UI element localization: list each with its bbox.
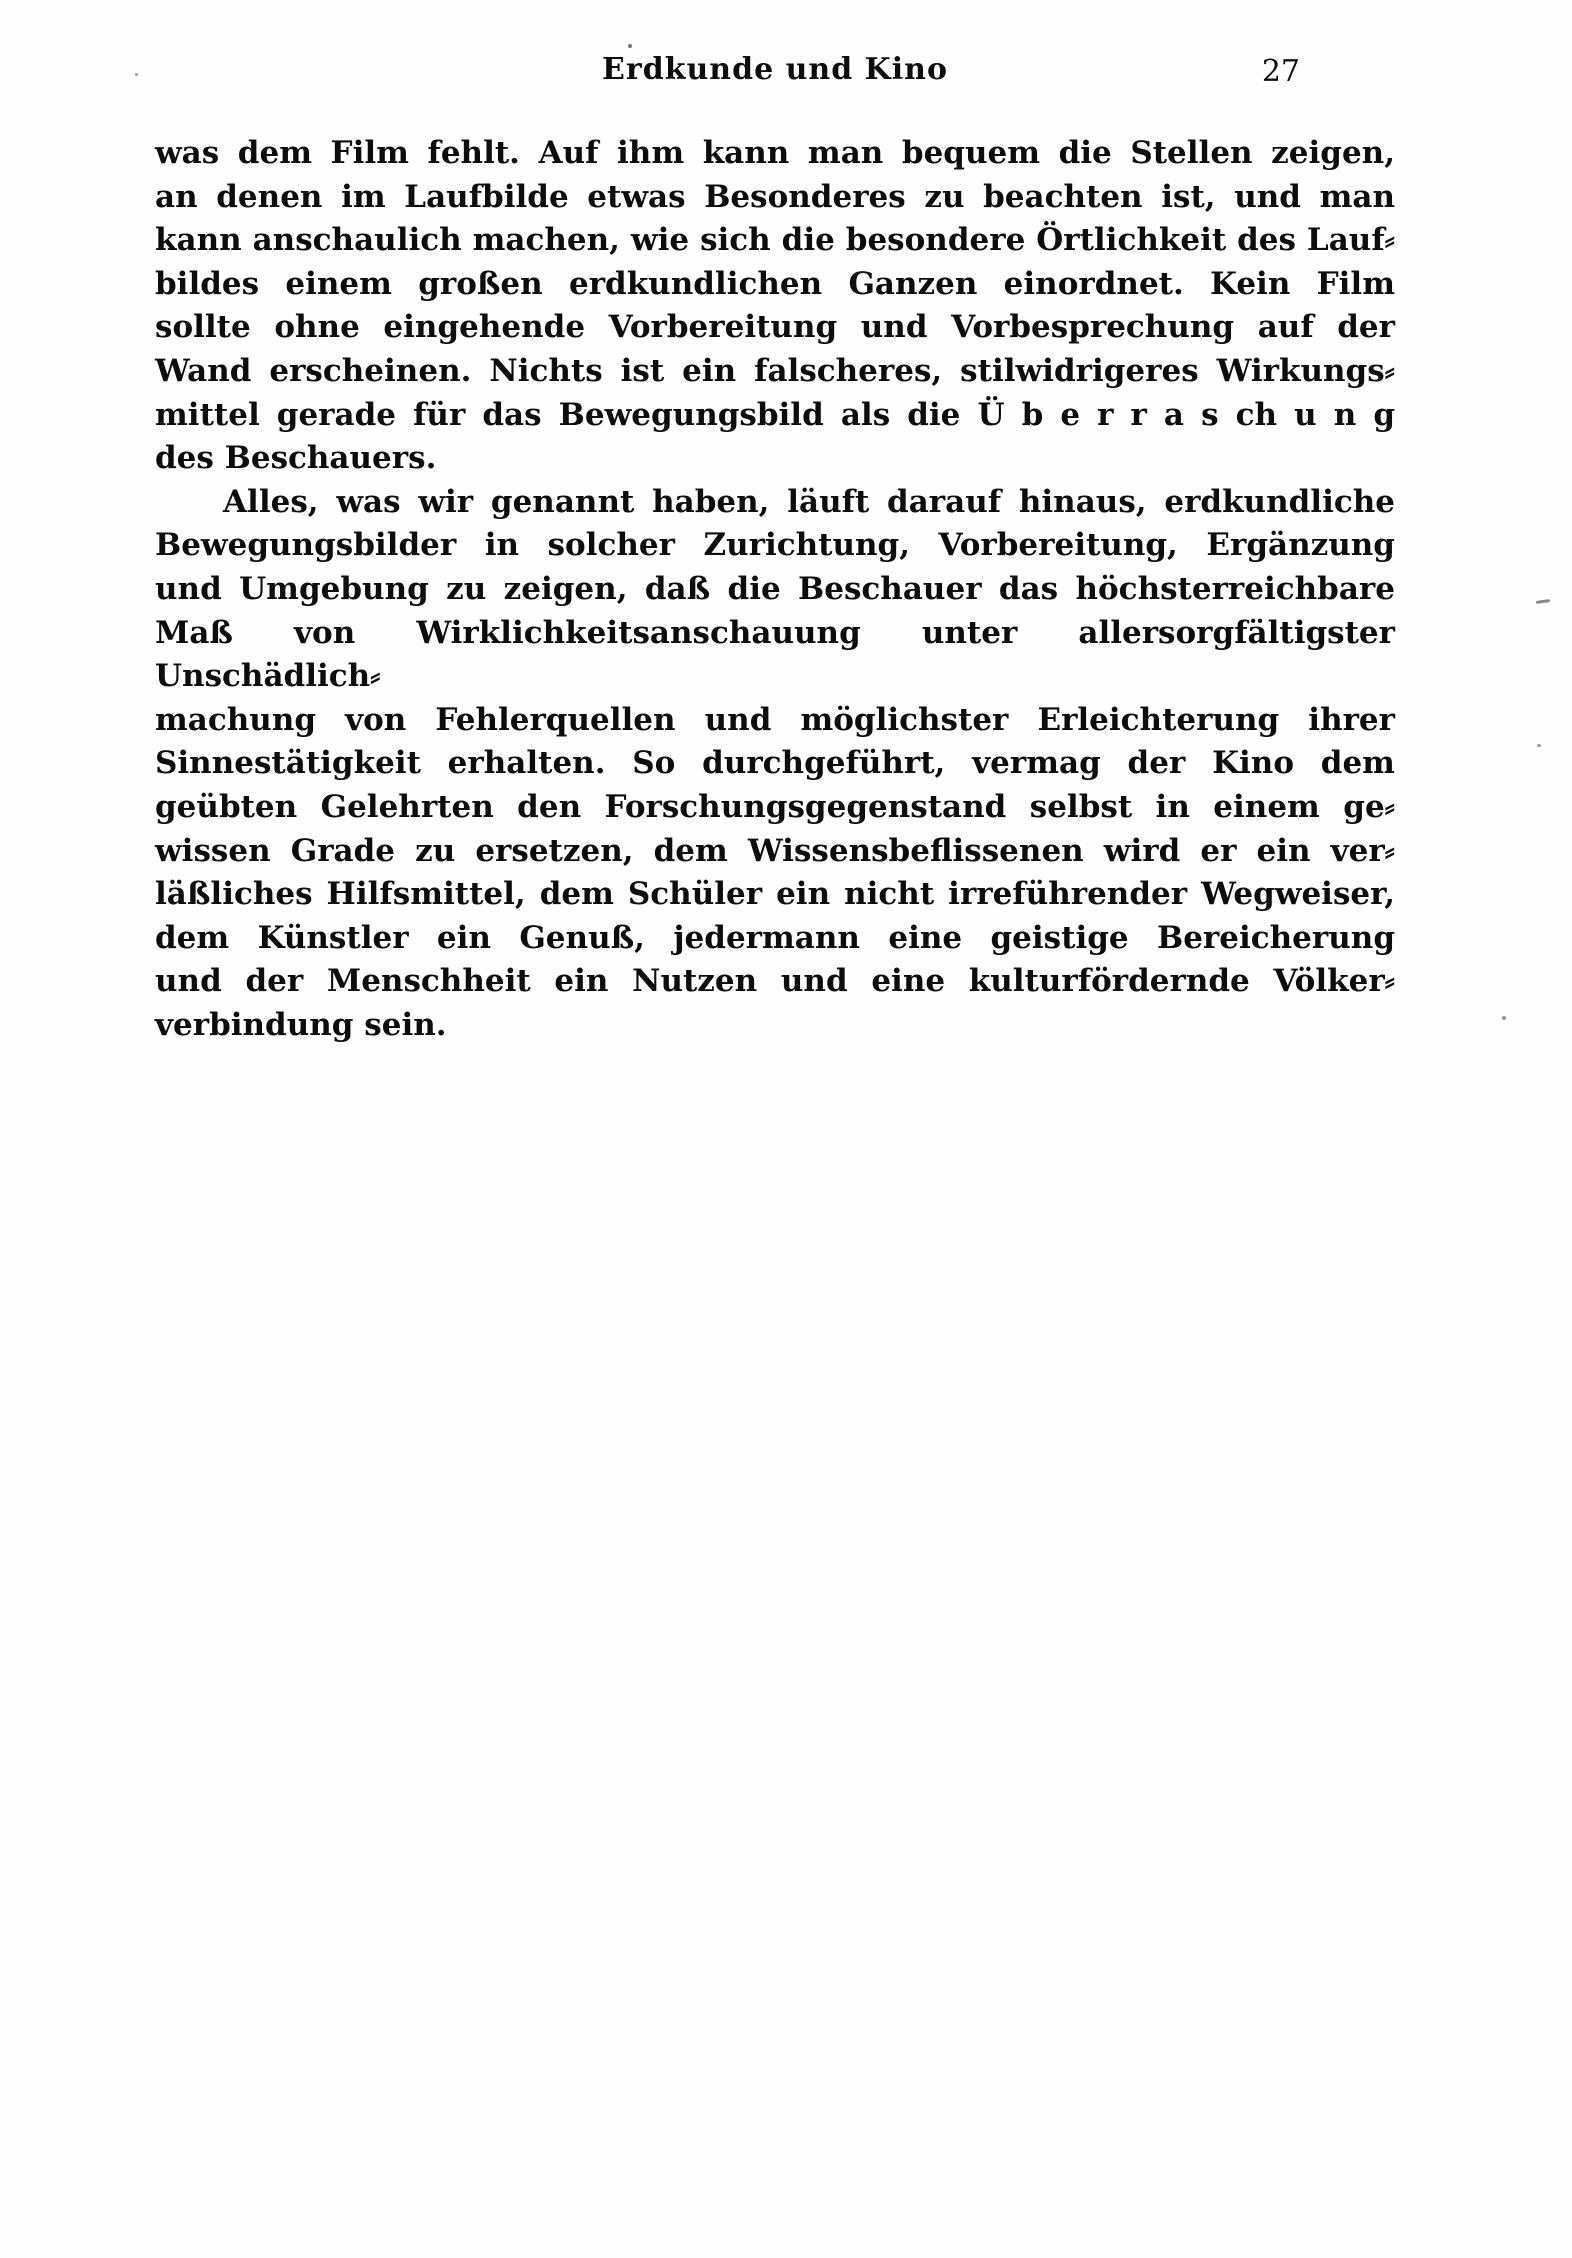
- text-line: bildes einem großen erdkundlichen Ganzen einordnet. Kein Film: [155, 265, 1395, 302]
- text-line: Alles, was wir genannt haben, läuft darauf hinaus, erdkundliche: [223, 483, 1395, 520]
- text-line: Wand erscheinen. Nichts ist ein falscheres, stilwidrigeres Wirkungs⸗: [155, 352, 1395, 389]
- text-line: geübten Gelehrten den Forschungsgegenstand selbst in einem ge⸗: [155, 788, 1395, 825]
- running-head-title: Erdkunde und Kino: [602, 52, 948, 87]
- scan-speck: [1536, 599, 1550, 604]
- text-line: kann anschaulich machen, wie sich die besondere Örtlichkeit des Lauf⸗: [155, 222, 1395, 259]
- text-line: und der Menschheit ein Nutzen und eine kulturfördernde Völker⸗: [155, 963, 1395, 1000]
- paragraph-1: [155, 132, 1395, 481]
- text-line: läßliches Hilfsmittel, dem Schüler ein nicht irreführender Wegweiser,: [155, 876, 1395, 913]
- text-line: Sinnestätigkeit erhalten. So durchgeführt, vermag der Kino dem: [155, 745, 1395, 782]
- scan-speck: [1537, 744, 1541, 747]
- text-line: mittel gerade für das Bewegungsbild als die Ü b e r r a s ch u n g: [155, 396, 1395, 433]
- text-block: [155, 132, 1395, 1047]
- text-line: des Beschauers.: [155, 440, 437, 477]
- text-line: dem Künstler ein Genuß, jedermann eine geistige Bereicherung: [155, 919, 1395, 956]
- text-line: verbindung sein.: [155, 1006, 447, 1043]
- page-number: 27: [1261, 54, 1300, 89]
- paragraph-2: [155, 481, 1395, 1048]
- text-line: und Umgebung zu zeigen, daß die Beschauer das höchsterreichbare: [155, 570, 1395, 607]
- text-line: was dem Film fehlt. Auf ihm kann man bequem die Stellen zeigen,: [155, 135, 1395, 171]
- text-line: Maß von Wirklichkeitsanschauung unter allersorgfältigster Unschädlich⸗: [155, 614, 1395, 695]
- scan-speck: [628, 44, 632, 48]
- text-line: an denen im Laufbilde etwas Besonderes zu beachten ist, und man: [155, 178, 1395, 215]
- text-line: Bewegungsbilder in solcher Zurichtung, Vorbereitung, Ergänzung: [155, 527, 1395, 564]
- text-line: sollte ohne eingehende Vorbereitung und Vorbesprechung auf der: [155, 309, 1395, 346]
- scan-speck: [135, 73, 138, 76]
- text-line: wissen Grade zu ersetzen, dem Wissensbeflissenen wird er ein ver⸗: [155, 832, 1395, 869]
- text-line: machung von Fehlerquellen und möglichster Erleichterung ihrer: [155, 701, 1395, 738]
- running-header: [155, 52, 1395, 96]
- scan-speck: [1502, 1016, 1506, 1020]
